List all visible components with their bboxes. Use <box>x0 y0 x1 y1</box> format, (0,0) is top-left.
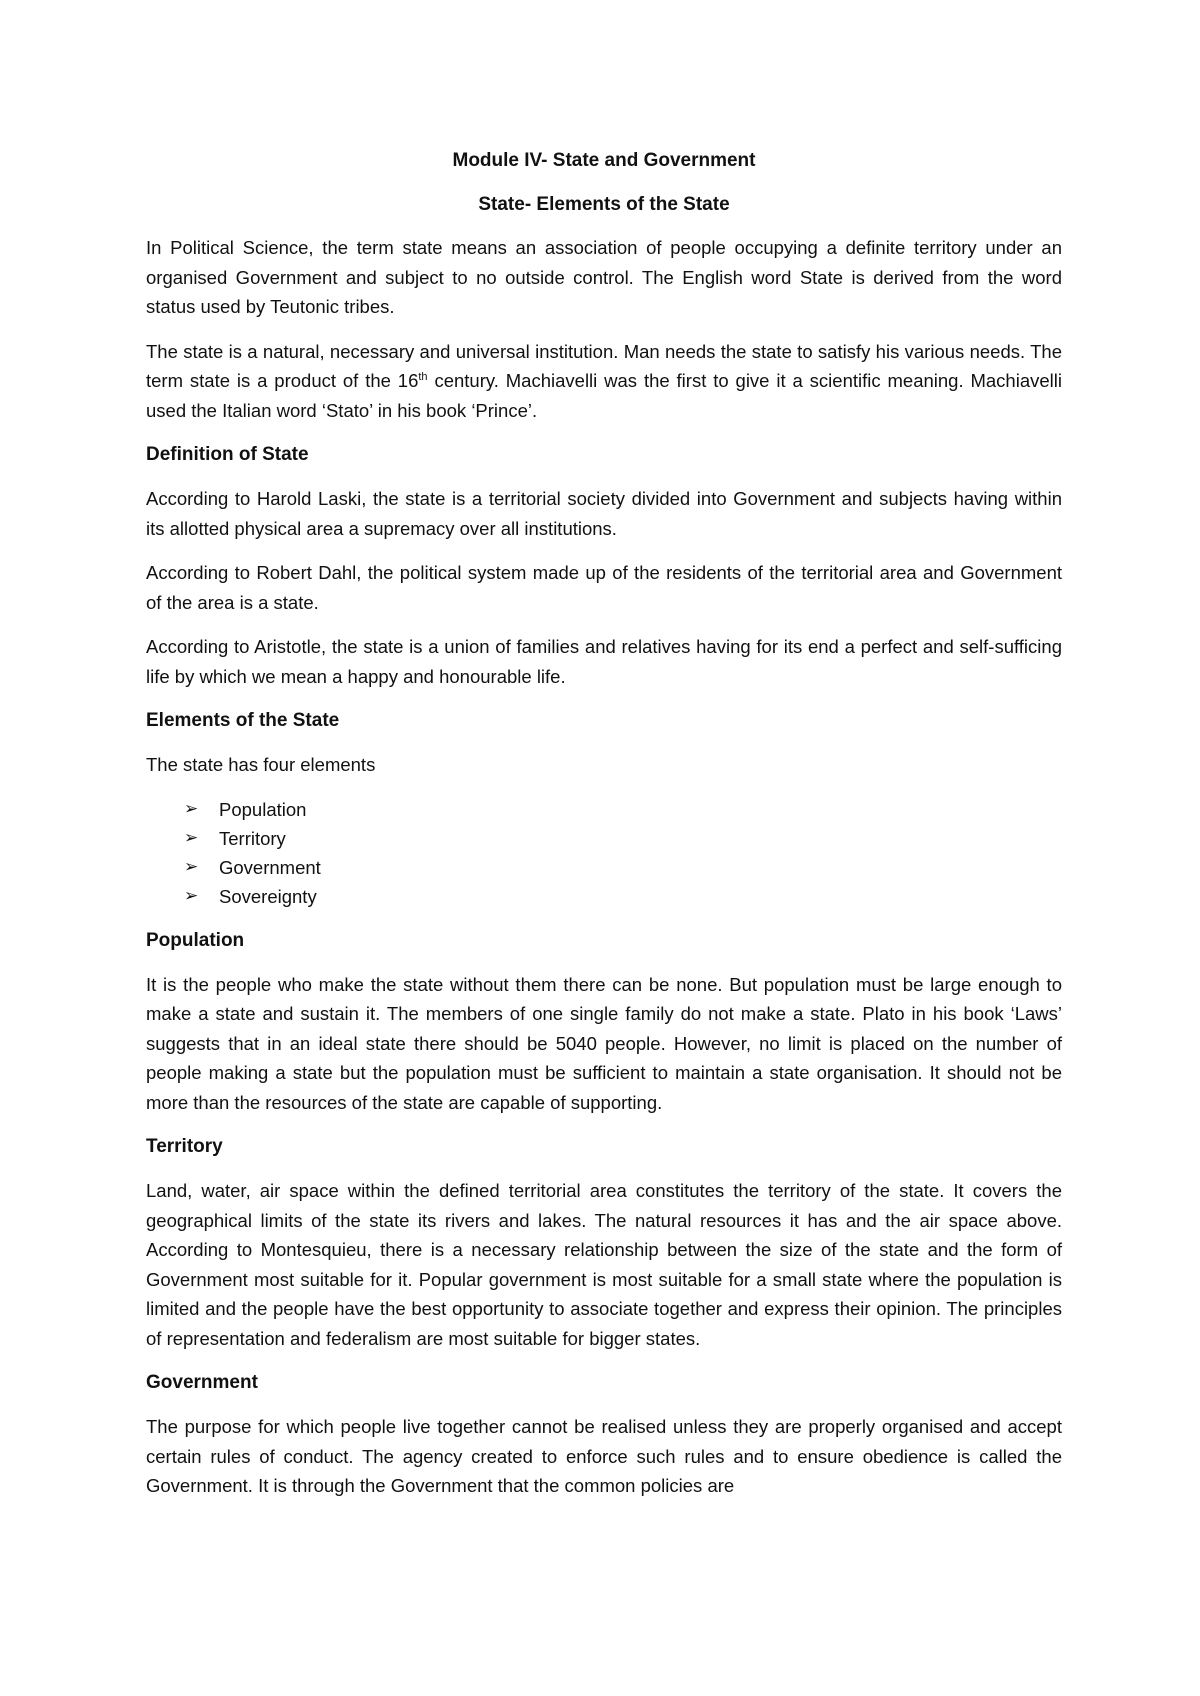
list-item-label: Population <box>219 798 307 820</box>
population-paragraph: It is the people who make the state without them there can be none. But population must be large enough to make a state and sustain it. The members of one single family do not make a state. Plato in his book ‘Laws’ suggests that in an ideal state there should be 5040 people. However, no limit is placed on the number of people making a state but the population must be sufficient to maintain a state organisation. It should not be more than the resources of the state are capable of supporting. <box>146 973 1062 1113</box>
definition-laski: According to Harold Laski, the state is a territorial society divided into Government and subjects having within its allotted physical area a supremacy over all institutions. <box>146 488 1062 539</box>
arrow-bullet-icon: ➢ <box>184 798 199 819</box>
elements-list <box>146 795 1062 911</box>
definition-dahl: According to Robert Dahl, the political system made up of the residents of the territorial area and Government of the area is a state. <box>146 562 1062 613</box>
elements-heading: Elements of the State <box>146 710 340 731</box>
list-item <box>184 882 1062 911</box>
intro-paragraph-1: In Political Science, the term state means an association of people occupying a definite territory under an organised Government and subject to no outside control. The English word State is derived from the word status used by Teutonic tribes. <box>146 237 1062 317</box>
arrow-bullet-icon: ➢ <box>184 885 199 906</box>
ordinal-superscript: th <box>418 370 428 383</box>
intro-paragraph-2-text-b: century. Machiavelli was the first to give it a scientific meaning. Machiavelli used the Italian word ‘Stato’ in his book ‘Prince’. <box>146 370 1062 421</box>
intro-paragraph-2 <box>146 337 1062 426</box>
list-item <box>184 853 1062 882</box>
elements-intro: The state has four elements <box>146 754 376 775</box>
arrow-bullet-icon: ➢ <box>184 856 199 877</box>
population-heading: Population <box>146 929 245 951</box>
territory-paragraph: Land, water, air space within the defined territorial area constitutes the territory of the state. It covers the geographical limits of the state its rivers and lakes. The natural resources it has and the air space above. According to Montesquieu, there is a necessary relationship between the size of the state and the form of Government most suitable for it. Popular government is most suitable for a small state where the population is limited and the people have the best opportunity to associate together and express their opinion. The principles of representation and federalism are most suitable for bigger states. <box>146 1180 1062 1349</box>
list-item-label: Territory <box>219 827 286 849</box>
document-title: Module IV- State and Government <box>452 150 756 171</box>
document-page <box>146 130 1062 1516</box>
intro-paragraph-2-text-a: The state is a natural, necessary and universal institution. Man needs the state to satisfy his various needs. The term state is a product of the 16 <box>146 340 1062 391</box>
list-item-label: Government <box>219 856 321 878</box>
government-heading: Government <box>146 1372 258 1393</box>
definition-heading: Definition of State <box>146 444 309 465</box>
list-item-label: Sovereignty <box>219 885 317 907</box>
territory-heading: Territory <box>146 1136 223 1157</box>
arrow-bullet-icon: ➢ <box>184 827 199 848</box>
definition-aristotle: According to Aristotle, the state is a union of families and relatives having for its end a perfect and self-sufficing life by which we mean a happy and honourable life. <box>146 636 1062 687</box>
document-subtitle: State- Elements of the State <box>478 194 730 215</box>
list-item <box>184 795 1062 824</box>
government-paragraph: The purpose for which people live together cannot be realised unless they are properly organised and accept certain rules of conduct. The agency created to enforce such rules and to ensure obedience is called the Government. It is through the Government that the common policies are <box>146 1416 1062 1496</box>
list-item <box>184 824 1062 853</box>
